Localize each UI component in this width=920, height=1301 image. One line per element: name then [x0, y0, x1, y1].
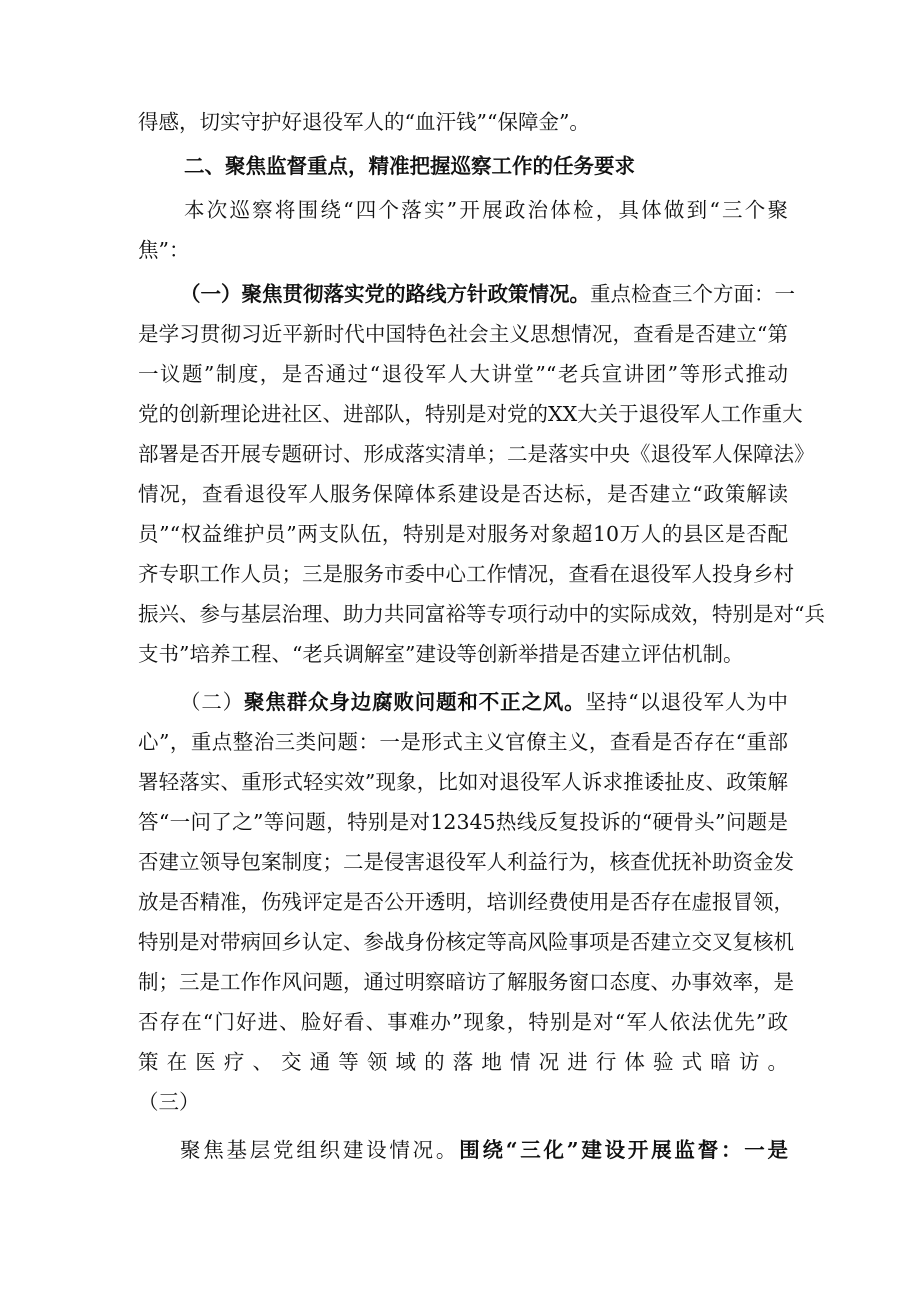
- para-line: 心”，重点整治三类问题：一是形式主义官僚主义，查看是否存在“重部: [138, 730, 788, 754]
- section-heading: 二、聚焦监督重点，精准把握巡察工作的任务要求: [184, 154, 635, 178]
- subsection-number: （二）: [180, 690, 245, 714]
- para-line: 署轻落实、重形式轻实效”现象，比如对退役军人诉求推诿扯皮、政策解: [138, 770, 788, 794]
- para-line: [180, 1136, 788, 1164]
- para-line: [180, 688, 788, 716]
- para-line: （三）: [138, 1090, 200, 1114]
- para-line: 放是否精准，伤残评定是否公开透明，培训经费使用是否存在虚报冒领，: [138, 890, 794, 914]
- para-line: 情况，查看退役军人服务保障体系建设是否达标，是否建立“政策解读: [138, 482, 788, 506]
- para-line: 答“一问了之”等问题，特别是对12345热线反复投诉的“硬骨头”问题是: [138, 810, 788, 834]
- para-line: 支书”培养工程、“老兵调解室”建设等创新举措是否建立评估机制。: [138, 642, 744, 666]
- para-line: 部署是否开展专题研讨、形成落实清单；二是落实中央《退役军人保障法》: [138, 442, 815, 466]
- para-line: 焦”：: [138, 238, 190, 262]
- para-line: 策在医疗、交通等领域的落地情况进行体验式暗访。: [138, 1050, 788, 1074]
- para-line: 否建立领导包案制度；二是侵害退役军人利益行为，核查优抚补助资金发: [138, 850, 794, 874]
- para-line: 本次巡察将围绕“四个落实”开展政治体检，具体做到“三个聚: [184, 198, 788, 222]
- para-line: 否存在“门好进、脸好看、事难办”现象，特别是对“军人依法优先”政: [138, 1010, 788, 1034]
- para-line: 齐专职工作人员；三是服务市委中心工作情况，查看在退役军人投身乡村: [138, 562, 794, 586]
- para-line: 制；三是工作作风问题，通过明察暗访了解服务窗口态度、办事效率，是: [138, 970, 794, 994]
- para-line: 党的创新理论进社区、进部队，特别是对党的XX大关于退役军人工作重大: [138, 402, 803, 426]
- subsection-heading: （一）聚焦贯彻落实党的路线方针政策情况。: [180, 282, 590, 306]
- para-line: 员”“权益维护员”两支队伍，特别是对服务对象超10万人的县区是否配: [138, 522, 788, 546]
- para-line: 一议题”制度，是否通过“退役军人大讲堂”“老兵宣讲团”等形式推动: [138, 362, 788, 386]
- subsection-heading: 围绕“三化”建设开展监督：一是: [459, 1138, 788, 1162]
- para-line: 振兴、参与基层治理、助力共同富裕等专项行动中的实际成效，特别是对“兵: [138, 602, 825, 626]
- para-line: [180, 280, 795, 308]
- para-line: 是学习贯彻习近平新时代中国特色社会主义思想情况，查看是否建立“第: [138, 322, 788, 346]
- subsection-number: 聚焦基层党组织建设情况。: [180, 1138, 460, 1162]
- para-line: 特别是对带病回乡认定、参战身份核定等高风险事项是否建立交叉复核机: [138, 930, 794, 954]
- para-text: 坚持“以退役军人为中: [585, 690, 789, 714]
- para-text: 重点检查三个方面：一: [590, 282, 795, 306]
- para-line: 得感，切实守护好退役军人的“血汗钱”“保障金”。: [138, 110, 590, 134]
- subsection-heading: 聚焦群众身边腐败问题和不正之风。: [244, 690, 586, 714]
